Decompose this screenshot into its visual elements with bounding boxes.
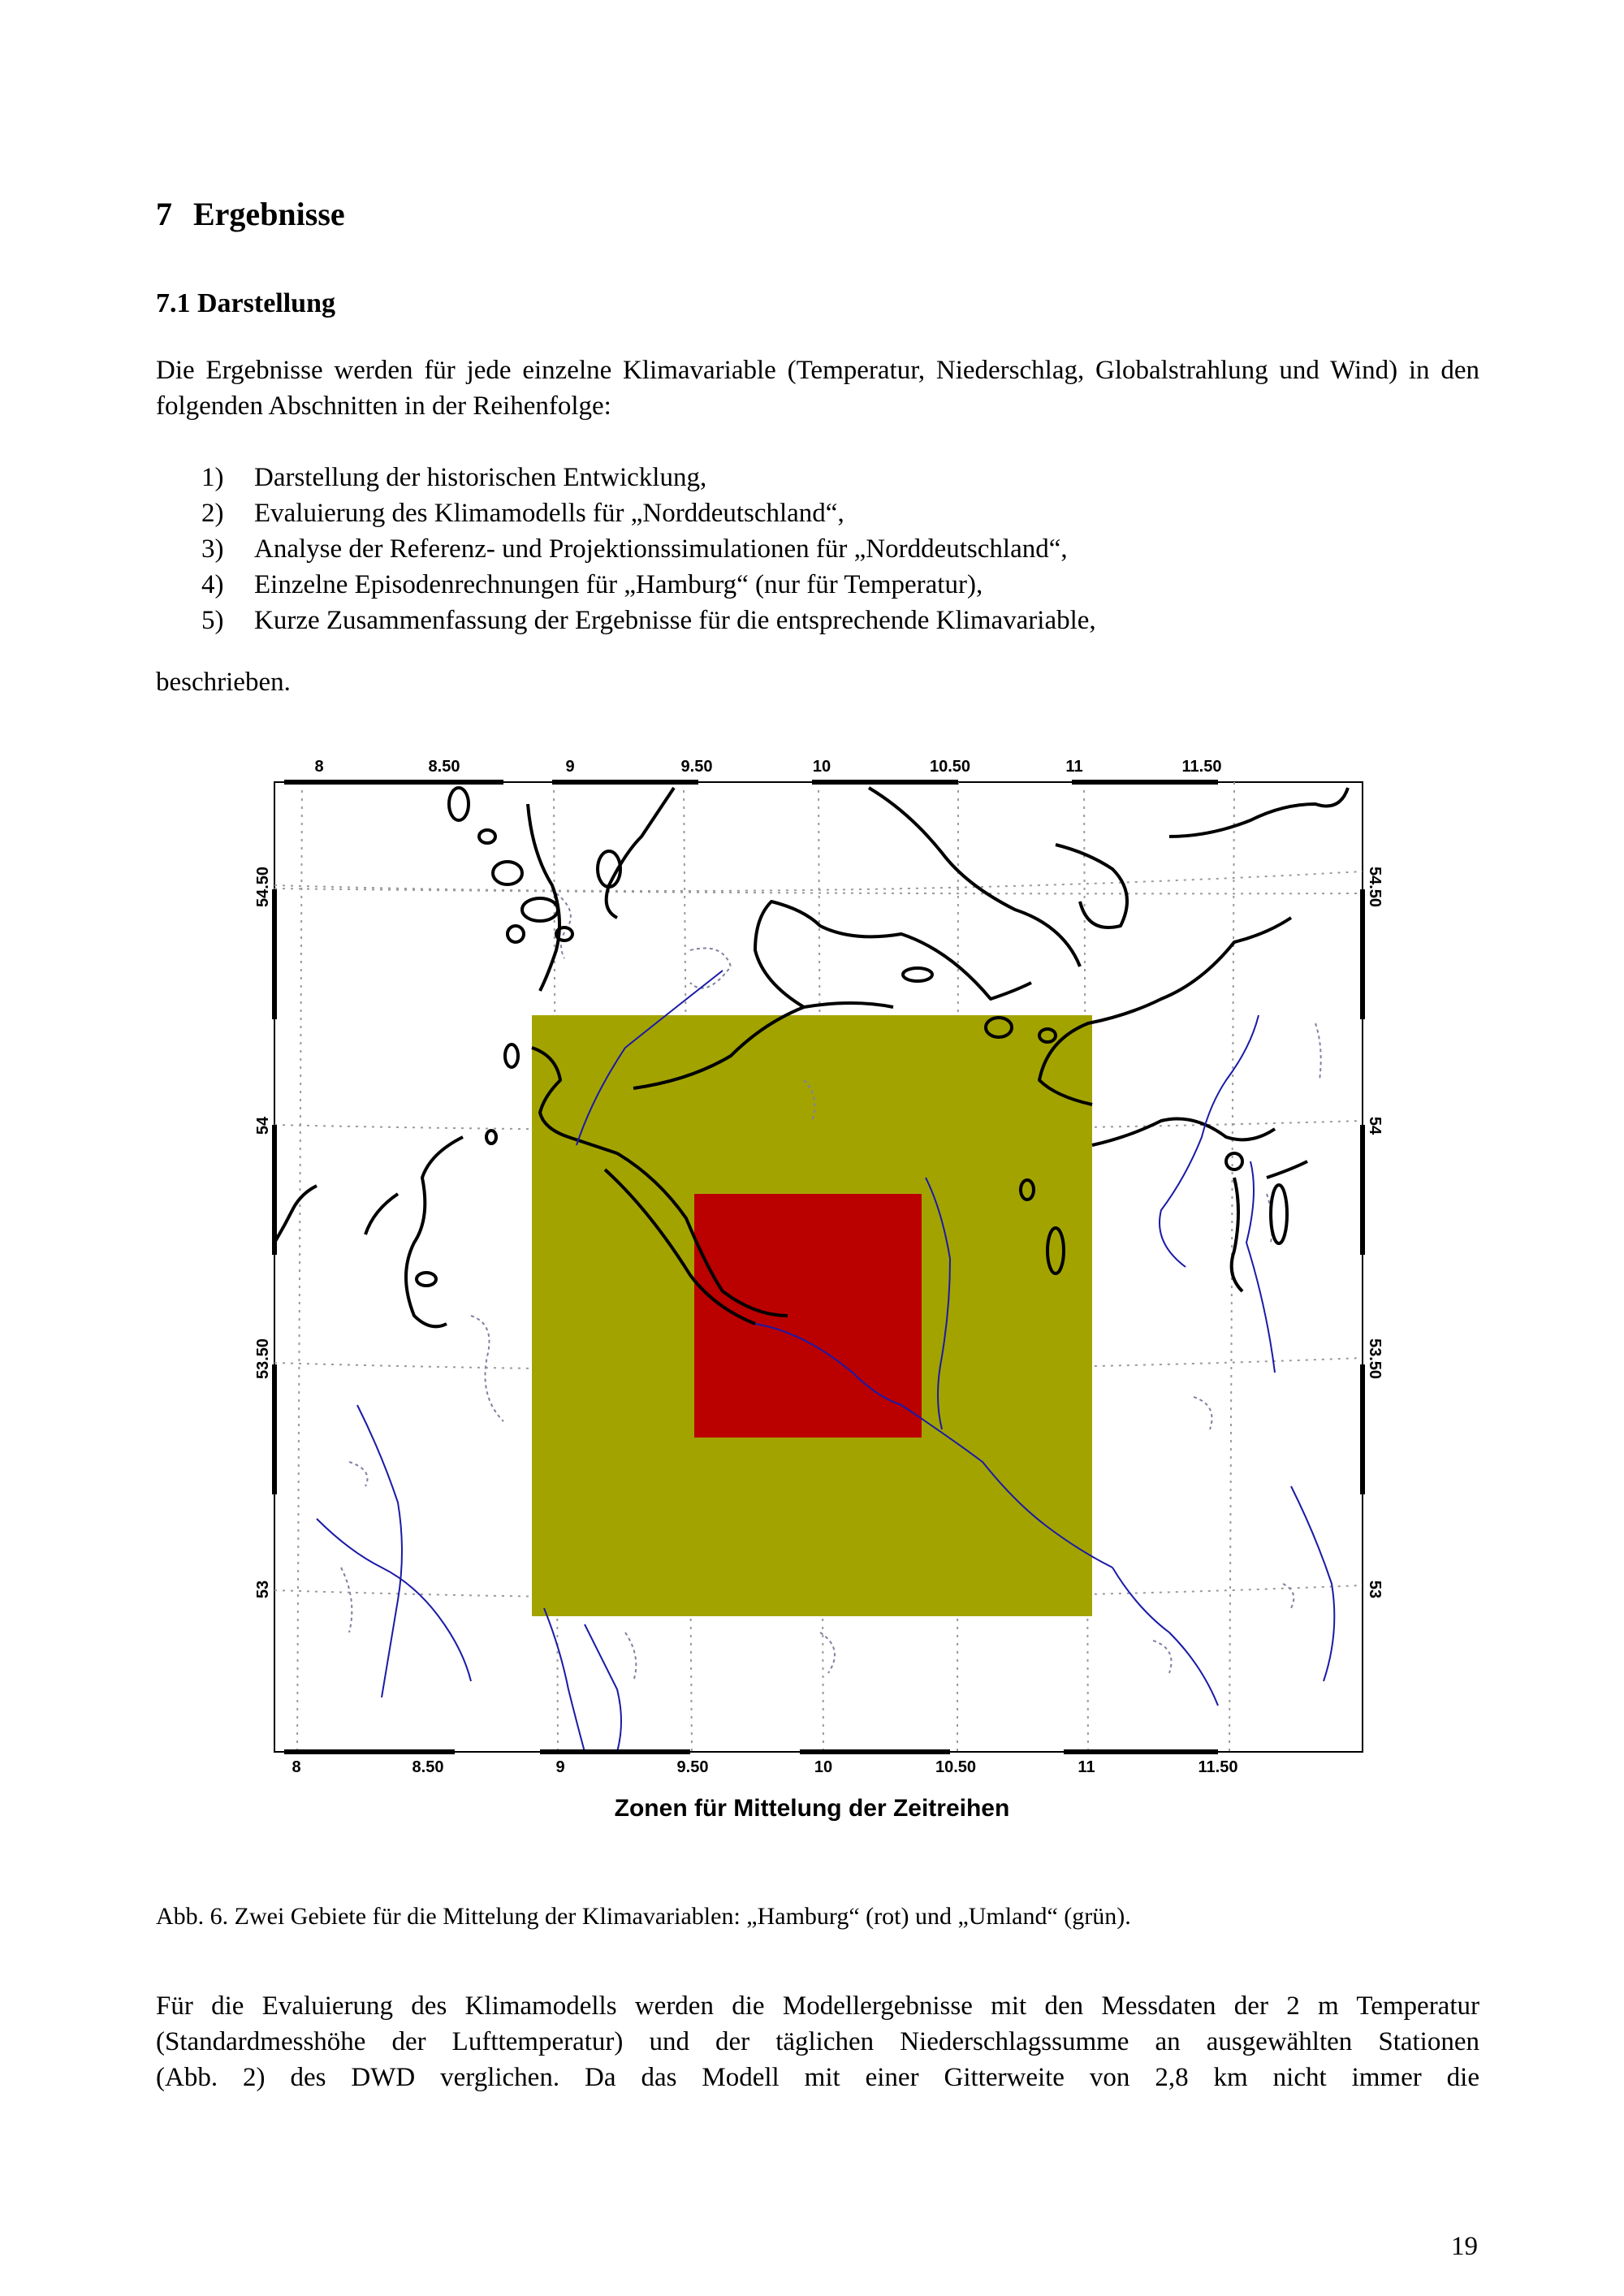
list-item-number: 2)	[201, 499, 224, 528]
lon-tick-label: 8.50	[412, 1758, 444, 1776]
lon-tick-label: 11	[1065, 758, 1083, 776]
lat-tick-label: 54.50	[1366, 866, 1384, 908]
list-item-text: Darstellung der historischen Entwicklung,	[254, 463, 707, 492]
list-item	[201, 567, 1468, 603]
paragraph-line: (Standardmesshöhe der Lufttemperatur) und der täglichen Niederschlagssumme an ausgewählten Stationen	[156, 2027, 1479, 2056]
axis-scale-bar	[272, 1125, 277, 1255]
lat-tick-label: 53.50	[254, 1338, 272, 1380]
axis-scale-bar	[1072, 780, 1218, 785]
chapter-title: Ergebnisse	[193, 196, 345, 232]
lat-tick-label: 54	[254, 1116, 272, 1135]
lon-tick-label: 11.50	[1198, 1758, 1238, 1776]
axis-scale-bar	[552, 780, 698, 785]
paragraph-line: Für die Evaluierung des Klimamodells werden die Modellergebnisse mit den Messdaten der 2 m Temperatur	[156, 1991, 1479, 2021]
axis-scale-bar	[272, 889, 277, 1019]
axis-scale-bar	[272, 1364, 277, 1494]
figure-caption: Abb. 6. Zwei Gebiete für die Mittelung der Klimavariablen: „Hamburg“ (rot) und „Umland“ (grün).	[156, 1903, 1131, 1930]
lat-tick-label: 53	[1366, 1580, 1384, 1599]
page-number: 19	[1451, 2232, 1478, 2261]
list-item	[201, 495, 1468, 531]
zones-map-figure	[235, 755, 1389, 1827]
right-lat-labels	[1366, 867, 1384, 1598]
lon-tick-label: 9	[565, 758, 575, 776]
axis-scale-bar	[284, 1749, 455, 1754]
list-item	[201, 603, 1468, 638]
list-item-number: 1)	[201, 463, 224, 492]
hamburg-zone	[694, 1194, 922, 1438]
lon-tick-label: 10.50	[929, 758, 971, 776]
left-lat-labels	[254, 867, 272, 1598]
lon-tick-label: 11	[1078, 1758, 1095, 1776]
paragraph-line: (Abb. 2) des DWD verglichen. Da das Modell mit einer Gitterweite von 2,8 km nicht immer die	[156, 2063, 1479, 2092]
list-item-number: 4)	[201, 570, 224, 599]
lat-tick-label: 53.50	[1366, 1338, 1384, 1380]
lon-tick-label: 11.50	[1181, 758, 1222, 776]
result-order-list	[201, 460, 1468, 638]
lat-tick-label: 54	[1366, 1116, 1384, 1135]
axis-scale-bar	[1360, 1364, 1365, 1494]
lon-tick-label: 10	[814, 1758, 833, 1776]
lon-tick-label: 9.50	[680, 758, 713, 776]
list-item-number: 3)	[201, 534, 224, 564]
axis-scale-bar	[1360, 889, 1365, 1019]
axis-scale-bar	[1064, 1749, 1218, 1754]
lon-tick-label: 8.50	[428, 758, 460, 776]
list-item-number: 5)	[201, 606, 224, 635]
axis-scale-bar	[800, 1749, 950, 1754]
list-item	[201, 531, 1468, 567]
axis-scale-bar	[284, 780, 503, 785]
chapter-heading	[156, 195, 345, 233]
axis-scale-bar	[1360, 1125, 1365, 1255]
lon-tick-label: 10.50	[935, 1758, 977, 1776]
lon-tick-label: 8	[314, 758, 324, 776]
list-item-text: Einzelne Episodenrechnungen für „Hamburg“ (nur für Temperatur),	[254, 570, 983, 599]
intro-paragraph: Die Ergebnisse werden für jede einzelne Klimavariable (Temperatur, Niederschlag, Globalstrahlung und Wind) in den folgenden Abschnitten in der Reihenfolge:	[156, 356, 1479, 421]
lon-tick-label: 9.50	[676, 1758, 709, 1776]
chapter-number: 7	[156, 196, 172, 232]
section-heading: 7.1 Darstellung	[156, 288, 335, 318]
bottom-lon-labels	[292, 1758, 1237, 1776]
map-title: Zonen für Mittelung der Zeitreihen	[614, 1795, 1010, 1822]
after-list-text: beschrieben.	[156, 668, 291, 697]
zones-map	[235, 755, 1389, 1827]
list-item-text: Analyse der Referenz- und Projektionssimulationen für „Norddeutschland“,	[254, 534, 1068, 564]
lat-tick-label: 53	[254, 1580, 272, 1599]
lat-tick-label: 54.50	[254, 866, 272, 908]
lon-tick-label: 10	[812, 758, 831, 776]
lon-tick-label: 9	[555, 1758, 565, 1776]
axis-scale-bar	[540, 1749, 690, 1754]
evaluation-paragraph	[156, 1988, 1479, 2095]
top-lon-labels	[314, 758, 1221, 776]
axis-scale-bar	[812, 780, 958, 785]
list-item-text: Kurze Zusammenfassung der Ergebnisse für die entsprechende Klimavariable,	[254, 606, 1096, 635]
list-item-text: Evaluierung des Klimamodells für „Norddeutschland“,	[254, 499, 844, 528]
list-item	[201, 460, 1468, 495]
lon-tick-label: 8	[292, 1758, 301, 1776]
